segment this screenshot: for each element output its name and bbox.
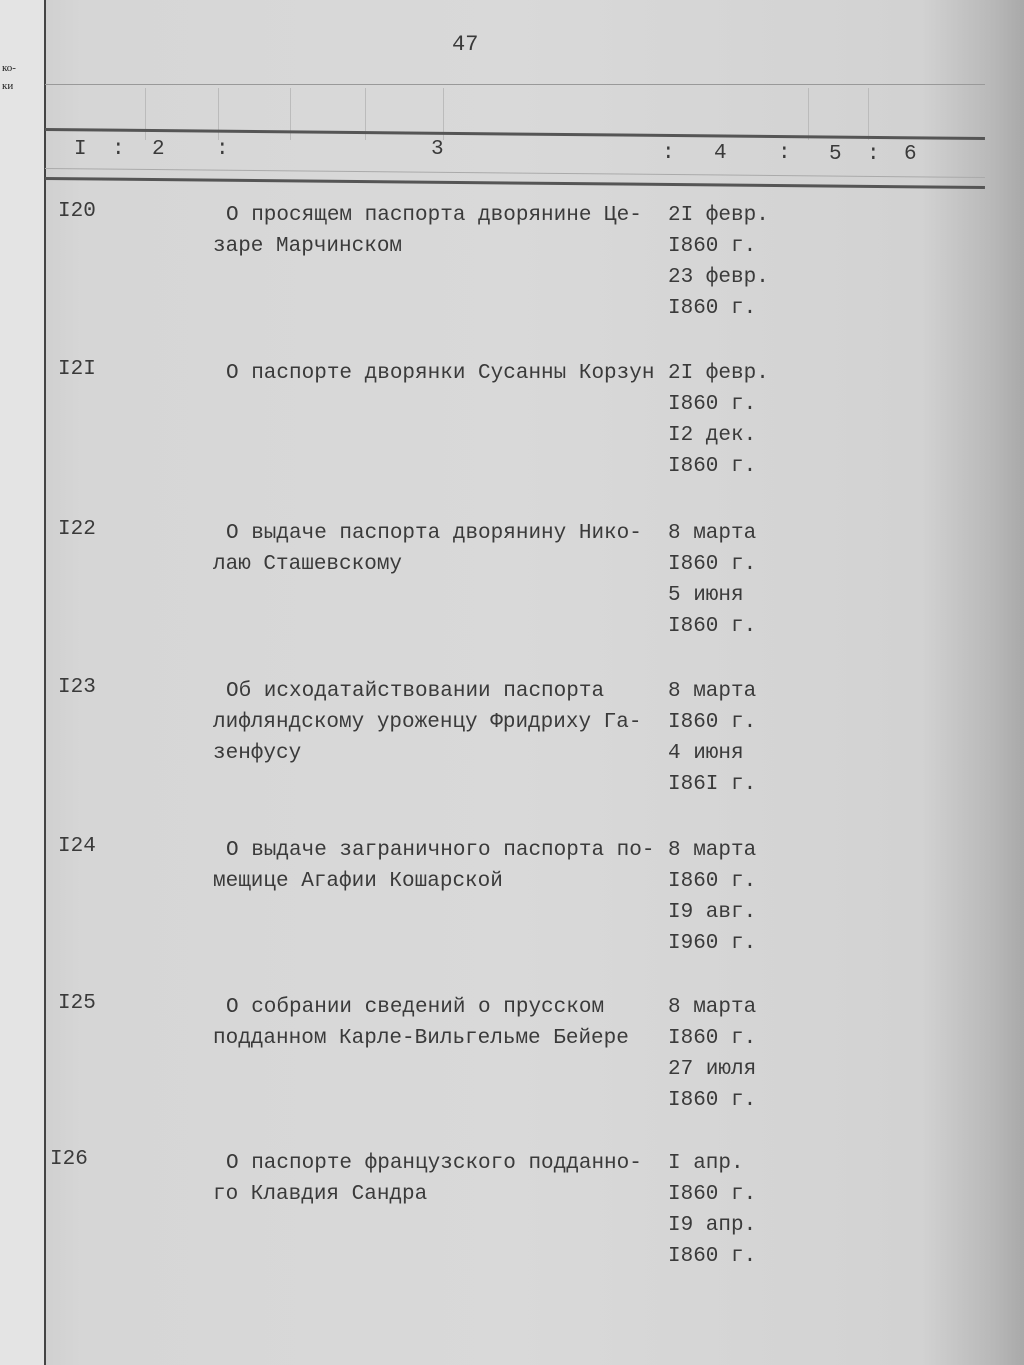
header-thin-rule [45,168,985,178]
date-line: I86I г. [668,773,757,796]
case-number: I24 [58,835,96,858]
date-line: 5 июня [668,584,744,607]
column-divider [808,88,809,140]
case-title [213,1148,642,1210]
column-number: 6 [904,143,917,166]
header-thick-rule [45,128,985,140]
case-title-line: О просящем паспорта дворянине Це- [226,204,642,227]
date-line: 8 марта [668,522,757,545]
page-number: 47 [452,32,479,57]
date-line: I860 г. [668,455,757,478]
case-title [213,835,654,897]
case-title-line: мещице Агафии Кошарской [213,870,503,893]
date-line: 2I февр. [668,362,769,385]
date-line: 8 марта [668,839,757,862]
date-line: 8 марта [668,680,757,703]
case-title [213,992,629,1054]
case-number: I26 [50,1148,88,1171]
date-line: I860 г. [668,711,757,734]
date-line: I2 дек. [668,424,757,447]
case-number: I22 [58,518,96,541]
case-dates [668,676,756,800]
case-title-line: лаю Сташевскому [213,553,403,576]
case-title [213,518,642,580]
case-number: I25 [58,992,96,1015]
date-line: I9 апр. [668,1214,757,1237]
case-title [213,676,641,769]
date-line: I860 г. [668,1245,757,1268]
column-number: 4 [714,142,727,165]
case-dates [668,518,756,642]
column-number: 3 [431,138,444,161]
column-separator: : [112,138,125,161]
case-title-line: О выдаче паспорта дворянину Нико- [226,522,642,545]
case-title-line: О собрании сведений о прусском [226,996,605,1019]
date-line: 4 июня [668,742,744,765]
case-title-line: Об исходатайствовании паспорта [226,680,605,703]
case-dates [668,358,769,482]
column-number: 5 [829,143,842,166]
case-title-line: зенфусу [213,742,302,765]
column-divider [145,88,146,140]
case-title-line: О паспорте французского подданно- [226,1152,642,1175]
date-line: I9 авг. [668,901,757,924]
case-title-line: го Клавдия Сандра [213,1183,428,1206]
case-dates [668,200,769,324]
header-bottom-rule [45,177,985,189]
date-line: I860 г. [668,393,757,416]
case-number: I23 [58,676,96,699]
case-dates [668,1148,756,1272]
case-title [213,200,642,262]
date-line: I960 г. [668,932,757,955]
case-number: I2I [58,358,96,381]
header-top-rule [45,84,985,85]
date-line: I апр. [668,1152,744,1175]
date-line: I860 г. [668,870,757,893]
date-line: 23 февр. [668,266,769,289]
adjacent-page-fragment: ко- [2,62,16,74]
case-title-line: заре Марчинском [213,235,403,258]
adjacent-page-fragment: ки [2,80,14,92]
column-separator: : [778,142,791,165]
date-line: I860 г. [668,235,757,258]
column-number: I [74,138,87,161]
date-line: I860 г. [668,1027,757,1050]
date-line: I860 г. [668,615,757,638]
case-title-line: подданном Карле-Вильгельме Бейере [213,1027,629,1050]
adjacent-page-edge [0,0,46,1365]
date-line: I860 г. [668,297,757,320]
date-line: 27 июля [668,1058,757,1081]
date-line: I860 г. [668,1089,757,1112]
date-line: I860 г. [668,553,757,576]
column-number: 2 [152,138,165,161]
date-line: 2I февр. [668,204,769,227]
date-line: 8 марта [668,996,757,1019]
date-line: I860 г. [668,1183,757,1206]
case-title-line: О паспорте дворянки Сусанны Корзун [226,362,655,385]
case-number: I20 [58,200,96,223]
case-title-line: О выдаче заграничного паспорта по- [226,839,655,862]
column-separator: : [662,142,675,165]
case-title [213,358,654,389]
case-dates [668,992,756,1116]
case-dates [668,835,756,959]
column-separator: : [867,143,880,166]
column-divider [868,88,869,140]
case-title-line: лифляндскому уроженцу Фридриху Га- [213,711,642,734]
column-separator: : [216,138,229,161]
